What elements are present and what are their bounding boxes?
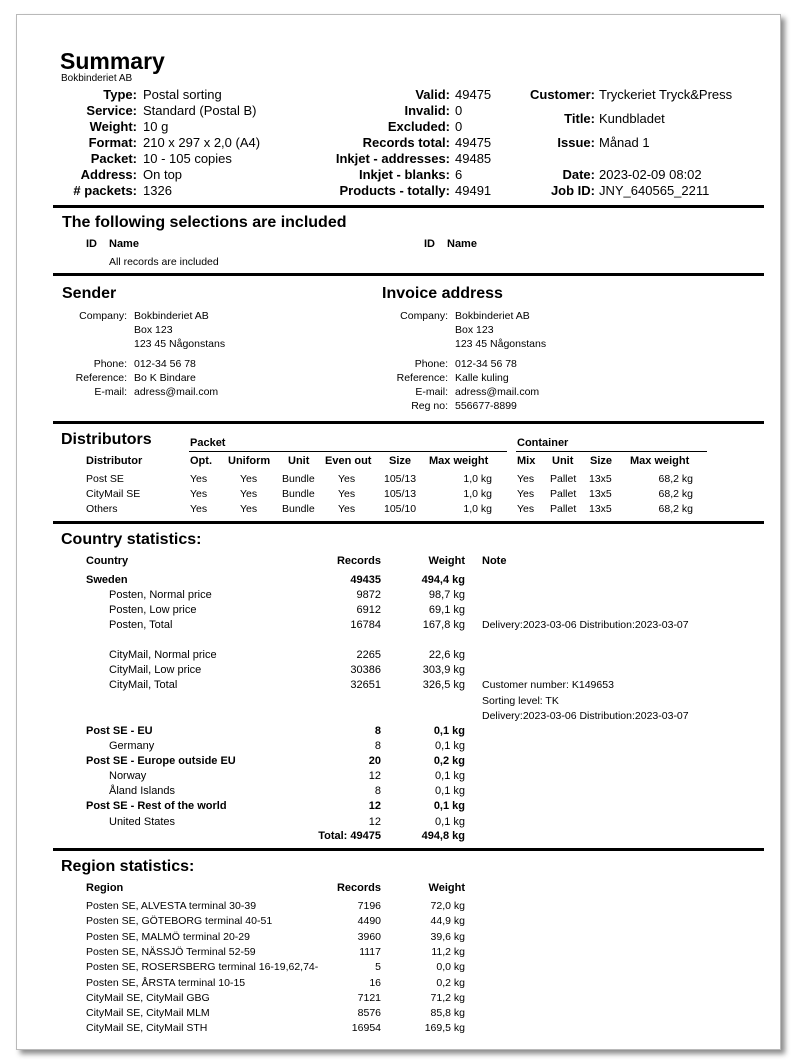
valid-value: 49475 [455,87,492,102]
date-label: Date: [562,167,595,182]
weight-label: Weight: [89,119,137,134]
region-weight: 0,2 kg [436,976,465,989]
country-weight: 0,1 kg [435,740,465,752]
weight-value: 10 g [143,119,169,134]
distributor-cell-distributor: Post SE [86,473,124,485]
region-col-region: Region [86,882,124,894]
distributor-cell-even-out: Yes [338,503,356,515]
invalid-value: 0 [455,103,463,118]
country-weight: 0,2 kg [433,755,465,767]
invoice-regno: 556677-8899 [455,400,517,412]
country-weight: 0,1 kg [435,770,465,782]
region-weight: 11,2 kg [431,945,465,958]
invoice-regno-label: Reg no: [411,400,448,412]
selections-id-header-2: ID [424,238,435,250]
country-records: 20 [368,755,381,767]
region-weight: 0,0 kg [436,961,465,974]
col-mix: Mix [517,455,536,467]
country-weight: 22,6 kg [428,649,465,661]
distributor-cell-opt: Yes [190,473,208,485]
sender-email-label: E-mail: [94,386,127,398]
invoice-company-line2: Box 123 [455,324,494,336]
sender-reference: Bo K Bindare [134,372,196,384]
distributor-cell-mix: Yes [517,473,535,485]
region-name: Posten SE, ÅRSTA terminal 10-15 [86,976,246,989]
region-records: 16 [369,976,381,989]
region-name: CityMail SE, CityMail STH [86,1022,208,1035]
sender-phone-label: Phone: [93,358,127,370]
country-name: Post SE - Rest of the world [86,800,227,812]
distributor-cell-size: 105/10 [384,503,417,515]
country-name: CityMail, Low price [109,664,202,676]
invoice-reference: Kalle kuling [455,372,509,384]
title-value: Kundbladet [599,111,665,126]
section-divider [53,848,764,851]
region-name: Posten SE, GÖTEBORG terminal 40-51 [86,915,273,928]
packet-label: Packet: [90,151,137,166]
col-opt: Opt. [190,455,212,467]
selections-title: The following selections are included [62,214,347,231]
inkjet-blanks-value: 6 [455,167,463,182]
region-weight: 44,9 kg [430,915,465,928]
distributor-cell-mix: Yes [517,488,535,500]
distributor-cell-even-out: Yes [338,473,356,485]
products-totally-value: 49491 [455,183,492,198]
country-name: Åland Islands [109,785,176,797]
invalid-label: Invalid: [404,103,450,118]
distributor-cell-container-max-weight: 68,2 kg [658,488,693,500]
country-records: 16784 [350,619,381,631]
region-records: 16954 [351,1022,381,1035]
distributor-cell-size: 105/13 [384,488,417,500]
country-name: CityMail, Total [109,679,178,691]
job-id-label: Job ID: [550,183,595,198]
service-value: Standard (Postal B) [143,103,257,118]
invoice-company-line3: 123 45 Någonstans [455,338,547,350]
address-value: On top [143,167,183,182]
sender-reference-label: Reference: [75,372,127,384]
country-title: Country statistics: [61,531,202,548]
distributor-cell-container-unit: Pallet [550,503,577,515]
selections-name-header-2: Name [447,238,477,250]
region-name: Posten SE, NÄSSJÖ Terminal 52-59 [86,945,256,958]
region-col-records: Records [336,882,381,894]
country-records: 6912 [356,604,381,616]
country-weight: 326,5 kg [422,679,465,691]
inkjet-addresses-label: Inkjet - addresses: [335,151,450,166]
invoice-phone-label: Phone: [414,358,448,370]
col-even-out: Even out [325,455,372,467]
invoice-reference-label: Reference: [396,372,448,384]
customer-label: Customer: [529,87,595,102]
distributor-cell-container-size: 13x5 [589,503,612,515]
region-weight: 39,6 kg [430,930,465,943]
sender-email: adress@mail.com [134,386,219,398]
region-records: 1117 [359,945,381,958]
sender-company-line2: Box 123 [134,324,173,336]
country-note: Sorting level: TK [482,695,559,707]
col-uniform: Uniform [228,455,271,467]
issue-label: Issue: [557,135,595,150]
excluded-label: Excluded: [387,119,450,134]
country-records: 2265 [356,649,381,661]
country-weight: 0,1 kg [435,785,465,797]
region-name: CityMail SE, CityMail MLM [86,1007,210,1020]
country-records: 12 [368,800,381,812]
region-name: Posten SE, MALMÖ terminal 20-29 [86,930,250,943]
distributor-cell-container-max-weight: 68,2 kg [658,503,693,515]
region-records: 7196 [357,900,381,912]
region-records: 3960 [357,930,381,943]
sender-company-line3: 123 45 Någonstans [134,338,226,350]
country-name: Posten, Total [109,619,173,631]
country-weight: 494,4 kg [421,574,465,586]
distributor-cell-max-weight: 1,0 kg [463,488,492,500]
country-records: 12 [368,816,381,828]
records-total-value: 49475 [455,135,492,150]
invoice-phone: 012-34 56 78 [455,358,517,370]
inkjet-blanks-label: Inkjet - blanks: [358,167,450,182]
selections-id-header: ID [86,238,97,250]
country-name: Norway [109,770,147,782]
region-weight: 169,5 kg [424,1022,465,1035]
region-weight: 72,0 kg [430,900,465,912]
selections-row: All records are included [109,256,219,268]
country-records: 12 [368,770,381,782]
invoice-email-label: E-mail: [415,386,448,398]
distributor-cell-size: 105/13 [384,473,417,485]
country-records: 8 [374,725,381,737]
inkjet-addresses-value: 49485 [455,151,492,166]
distributor-cell-max-weight: 1,0 kg [463,473,492,485]
distributor-cell-uniform: Yes [240,488,258,500]
country-col-records: Records [336,555,381,567]
invoice-email: adress@mail.com [455,386,540,398]
products-totally-label: Products - totally: [339,183,450,198]
distributor-cell-container-max-weight: 68,2 kg [658,473,693,485]
packets-label: # packets: [73,183,137,198]
section-divider [53,521,764,524]
title-label: Title: [564,111,595,126]
packet-group-underline [189,451,507,452]
records-total-label: Records total: [362,135,450,150]
country-col-weight: Weight [428,555,465,567]
country-records: 8 [374,740,381,752]
country-weight: 98,7 kg [428,589,465,601]
country-records: 9872 [356,589,381,601]
col-container-max-weight: Max weight [630,455,690,467]
region-name: CityMail SE, CityMail GBG [86,991,210,1004]
sender-phone: 012-34 56 78 [134,358,196,370]
country-col-country: Country [86,555,129,567]
distributor-cell-distributor: Others [86,503,118,515]
selections-name-header: Name [109,238,139,250]
address-label: Address: [80,167,137,182]
invoice-company-label: Company: [400,310,448,322]
type-label: Type: [103,87,137,102]
type-value: Postal sorting [143,87,222,102]
company-subtitle: Bokbinderiet AB [61,73,133,84]
country-weight: 69,1 kg [428,604,465,616]
distributor-cell-uniform: Yes [240,503,258,515]
country-total-records: Total: 49475 [318,830,381,842]
packet-group-header: Packet [190,437,226,449]
issue-value: Månad 1 [599,135,650,150]
region-weight: 71,2 kg [430,991,465,1004]
country-name: CityMail, Normal price [109,649,217,661]
country-note: Customer number: K149653 [482,679,614,691]
sender-company-label: Company: [79,310,127,322]
region-name: Posten SE, ALVESTA terminal 30-39 [86,900,257,912]
job-id-value: JNY_640565_2211 [599,183,710,198]
region-title: Region statistics: [61,858,195,875]
distributor-cell-max-weight: 1,0 kg [463,503,492,515]
region-records: 4490 [357,915,381,928]
page-title: Summary [60,48,165,74]
format-label: Format: [88,135,137,150]
distributor-cell-container-unit: Pallet [550,488,577,500]
format-value: 210 x 297 x 2,0 (A4) [143,135,261,150]
container-group-header: Container [517,437,569,449]
distributor-cell-unit: Bundle [282,503,315,515]
distributor-cell-distributor: CityMail SE [86,488,141,500]
distributor-cell-opt: Yes [190,503,208,515]
country-name: Posten, Low price [109,604,197,616]
service-label: Service: [86,103,137,118]
sender-title: Sender [62,285,117,302]
region-name: Posten SE, ROSERSBERG terminal 16-19,62,74- [86,961,319,974]
country-weight: 0,1 kg [435,816,465,828]
distributor-cell-unit: Bundle [282,473,315,485]
distributor-cell-uniform: Yes [240,473,258,485]
country-name: Post SE - Europe outside EU [86,755,236,767]
country-records: 30386 [350,664,381,676]
region-records: 7121 [357,991,381,1004]
region-col-weight: Weight [428,882,465,894]
customer-value: Tryckeriet Tryck&Press [599,87,733,102]
distributor-cell-opt: Yes [190,488,208,500]
distributor-cell-unit: Bundle [282,488,315,500]
country-col-note: Note [482,555,507,567]
country-name: United States [109,816,176,828]
country-records: 49435 [350,574,381,586]
distributor-cell-container-size: 13x5 [589,473,612,485]
country-name: Germany [109,740,155,752]
region-records: 8576 [357,1007,381,1020]
country-name: Posten, Normal price [109,589,212,601]
country-weight: 167,8 kg [422,619,465,631]
country-note: Delivery:2023-03-06 Distribution:2023-03-07 [482,710,689,722]
distributor-cell-container-unit: Pallet [550,473,577,485]
country-weight: 303,9 kg [422,664,465,676]
invoice-title: Invoice address [382,285,503,302]
region-weight: 85,8 kg [430,1007,465,1020]
country-weight: 0,1 kg [433,725,465,737]
col-container-size: Size [590,455,613,467]
distributor-cell-container-size: 13x5 [589,488,612,500]
packet-value: 10 - 105 copies [143,151,232,166]
col-distributor: Distributor [86,455,143,467]
country-records: 8 [374,785,381,797]
col-container-unit: Unit [552,455,574,467]
date-value: 2023-02-09 08:02 [599,167,702,182]
packets-value: 1326 [143,183,172,198]
sender-company-line1: Bokbinderiet AB [134,310,209,322]
excluded-value: 0 [455,119,463,134]
country-weight: 0,1 kg [433,800,465,812]
country-records: 32651 [350,679,381,691]
country-total-weight: 494,8 kg [421,830,465,842]
country-note: Delivery:2023-03-06 Distribution:2023-03-07 [482,619,689,631]
distributor-cell-even-out: Yes [338,488,356,500]
country-name: Sweden [86,574,128,586]
section-divider [53,273,764,276]
col-max-weight: Max weight [429,455,489,467]
distributors-title: Distributors [61,431,152,448]
distributor-cell-mix: Yes [517,503,535,515]
invoice-company-line1: Bokbinderiet AB [455,310,530,322]
region-records: 5 [375,961,381,974]
section-divider [53,205,764,208]
country-name: Post SE - EU [86,725,153,737]
col-size: Size [389,455,412,467]
valid-label: Valid: [415,87,450,102]
section-divider [53,421,764,424]
container-group-underline [516,451,707,452]
col-unit: Unit [288,455,310,467]
